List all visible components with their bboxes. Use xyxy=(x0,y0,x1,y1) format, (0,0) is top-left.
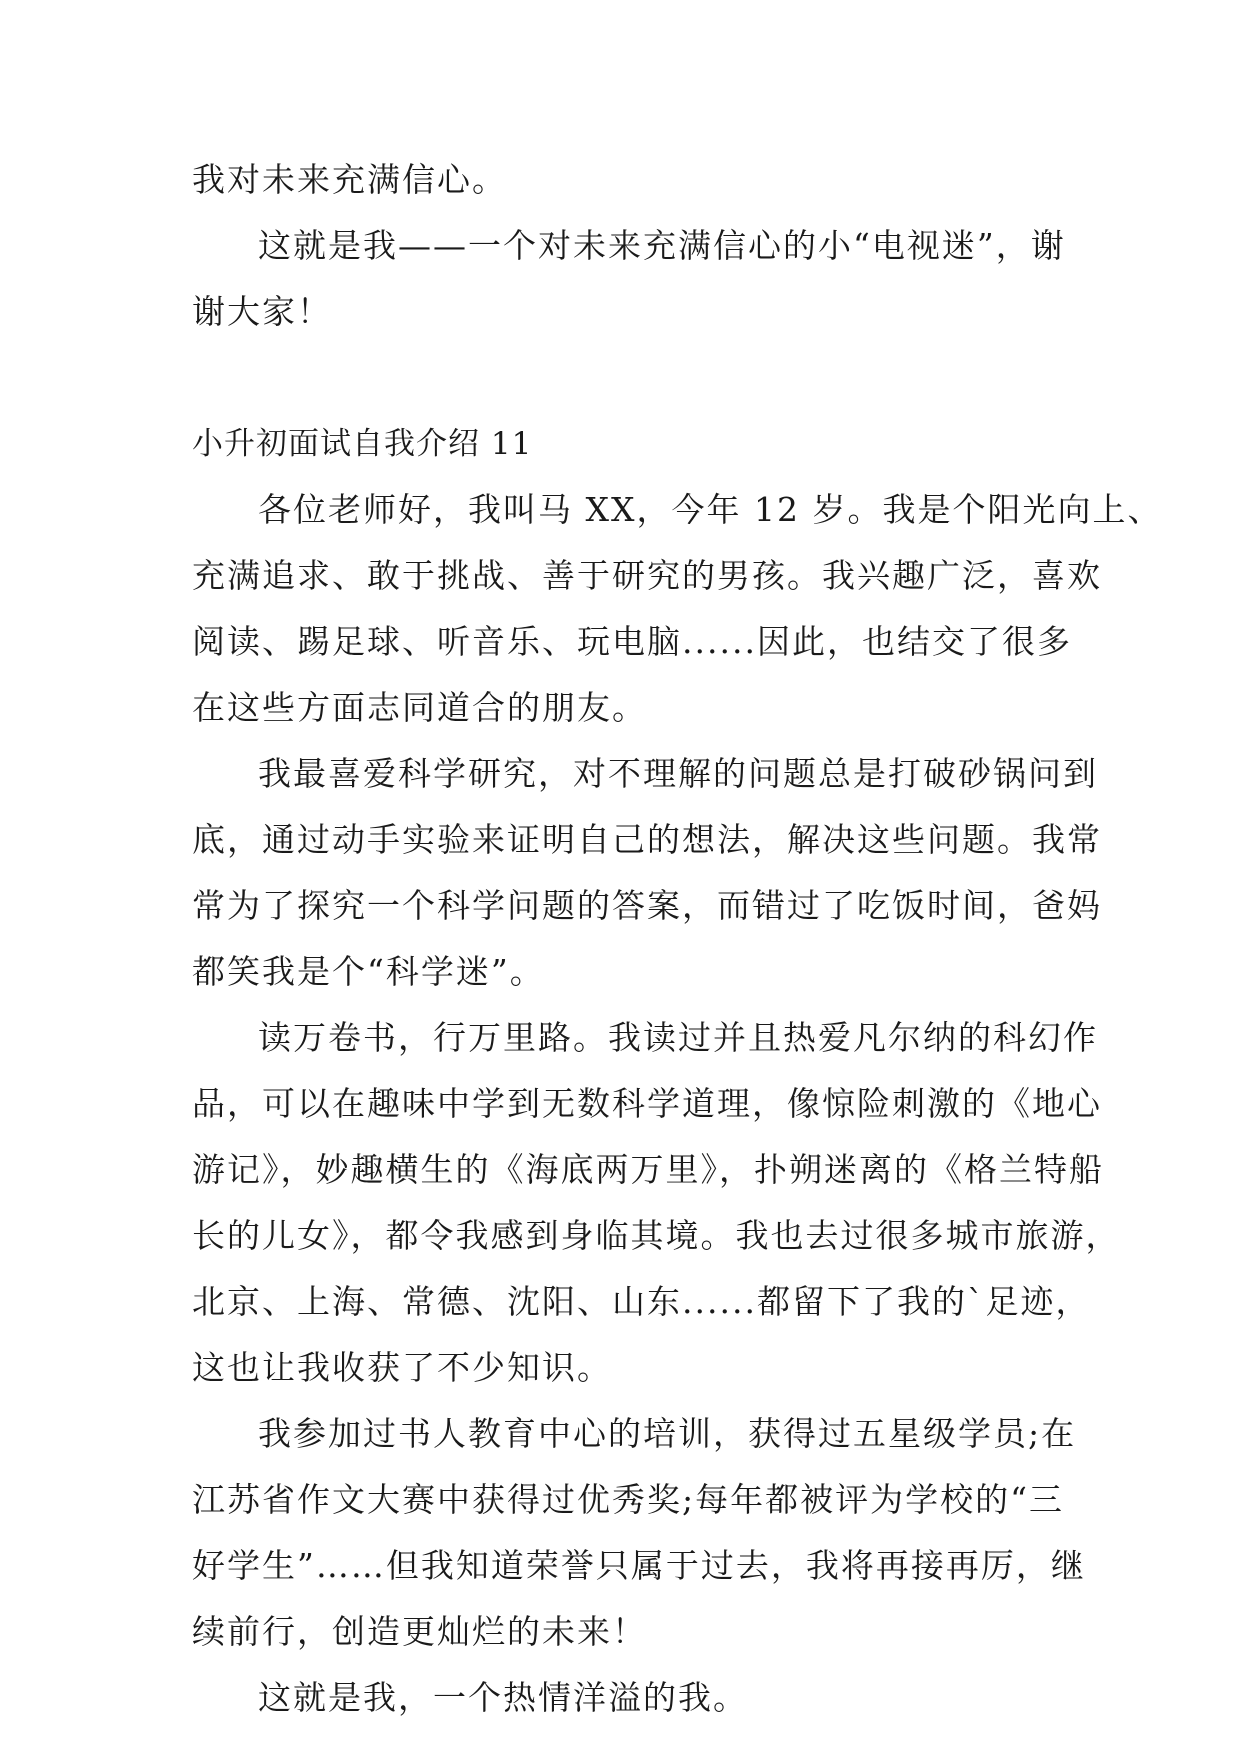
text-line: 各位老师好，我叫马 XX，今年 12 岁。我是个阳光向上、 xyxy=(258,490,1163,529)
text-line: 阅读、踢足球、听音乐、玩电脑......因此，也结交了很多 xyxy=(192,622,1072,661)
text-line: 江苏省作文大赛中获得过优秀奖;每年都被评为学校的“三 xyxy=(192,1480,1064,1519)
text-line: 我对未来充满信心。 xyxy=(192,160,507,199)
text-line: 这就是我，一个热情洋溢的我。 xyxy=(258,1678,748,1717)
text-line: 这就是我——一个对未来充满信心的小“电视迷”，谢 xyxy=(258,226,1066,265)
text-line: 读万卷书，行万里路。我读过并且热爱凡尔纳的科幻作 xyxy=(258,1018,1098,1057)
text-line: 北京、上海、常德、沈阳、山东......都留下了我的`足迹， xyxy=(192,1282,1091,1321)
text-line: 底，通过动手实验来证明自己的想法，解决这些问题。我常 xyxy=(192,820,1102,859)
text-line: 品，可以在趣味中学到无数科学道理，像惊险刺激的《地心 xyxy=(192,1084,1102,1123)
text-line: 谢大家！ xyxy=(192,292,332,331)
document-body xyxy=(192,160,1163,1744)
text-line: 常为了探究一个科学问题的答案，而错过了吃饭时间，爸妈 xyxy=(192,886,1102,925)
text-line: 续前行，创造更灿烂的未来！ xyxy=(192,1612,647,1651)
text-line: 这也让我收获了不少知识。 xyxy=(192,1348,612,1387)
text-line: 好学生”……但我知道荣誉只属于过去，我将再接再厉，继 xyxy=(192,1546,1086,1585)
section-title: 小升初面试自我介绍 11 xyxy=(192,426,533,462)
section-gap xyxy=(192,358,1072,424)
text-line: 我参加过书人教育中心的培训，获得过五星级学员;在 xyxy=(258,1414,1077,1453)
text-line: 在这些方面志同道合的朋友。 xyxy=(192,688,647,727)
text-line: 都笑我是个“科学迷”。 xyxy=(192,952,545,991)
text-line: 我最喜爱科学研究，对不理解的问题总是打破砂锅问到 xyxy=(258,754,1098,793)
text-line: 游记》，妙趣横生的《海底两万里》，扑朔迷离的《格兰特船 xyxy=(192,1150,1104,1189)
text-line: 充满追求、敢于挑战、善于研究的男孩。我兴趣广泛，喜欢 xyxy=(192,556,1102,595)
text-line: 长的儿女》，都令我感到身临其境。我也去过很多城市旅游， xyxy=(192,1216,1121,1255)
